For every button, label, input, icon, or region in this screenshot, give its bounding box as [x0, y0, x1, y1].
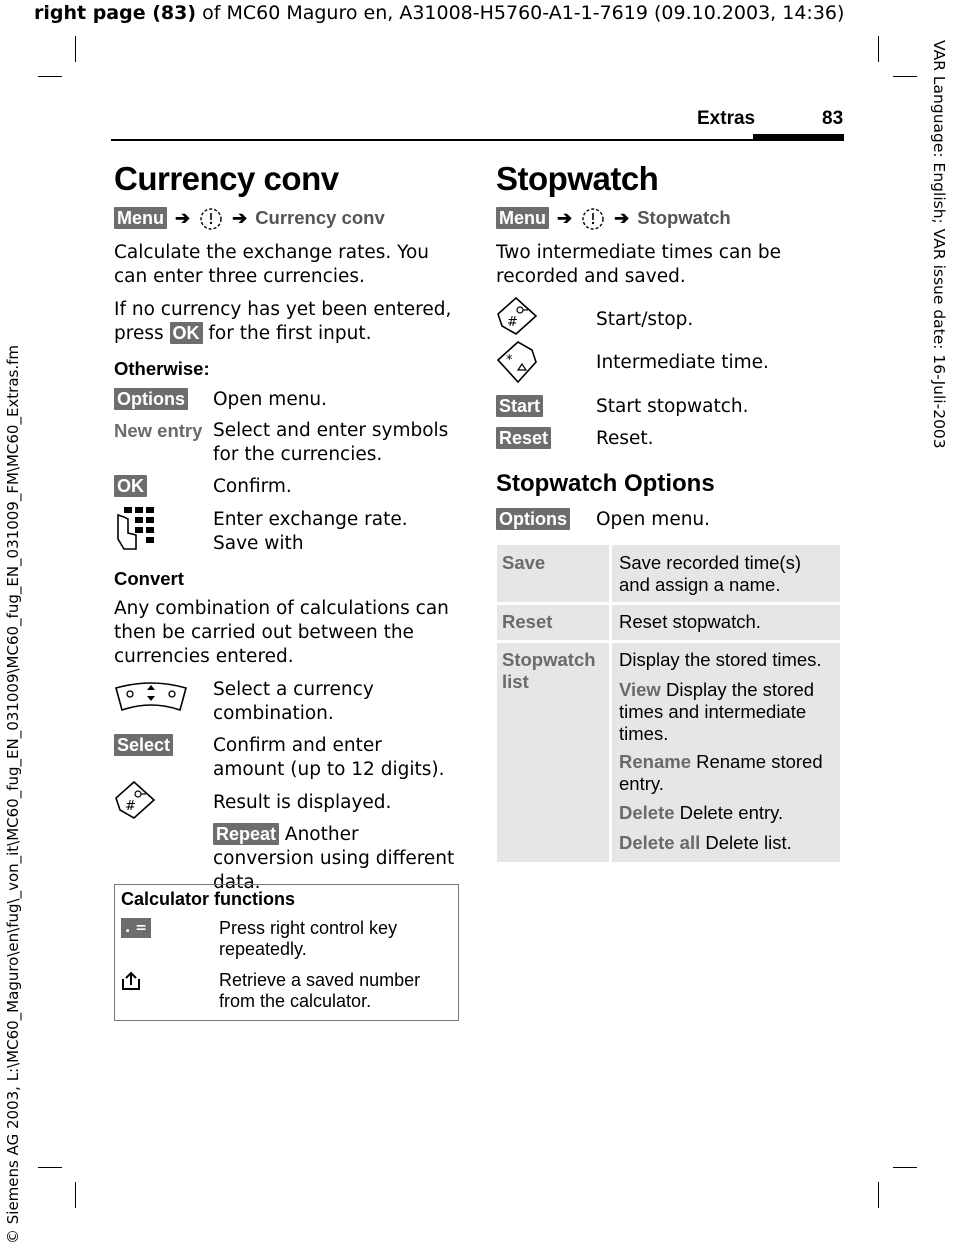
svg-text:#: #	[125, 799, 136, 814]
alarm-clock-icon	[580, 205, 606, 231]
sub-rename-key: Rename	[619, 751, 691, 772]
control-key-icon	[114, 680, 188, 716]
sub-delete-all	[619, 832, 792, 854]
table-row-save-label: Save	[502, 552, 546, 573]
retrieve-icon	[121, 971, 141, 991]
keypad-icon	[114, 505, 156, 551]
header-rule	[111, 139, 844, 141]
end-key-icon	[496, 340, 538, 384]
svg-text:*: *	[506, 353, 513, 368]
currency-intro: Calculate the exchange rates. You can enter three currencies.	[114, 242, 430, 287]
intermediate-desc: Intermediate time.	[596, 352, 769, 373]
header-page-ref: right page (83)	[34, 2, 197, 24]
sub-view-desc: Display the stored times and intermediate times.	[619, 679, 815, 744]
running-head-section: Extras	[697, 108, 756, 129]
first-input-pre: If no currency has yet been entered, press	[114, 299, 452, 344]
crop-mark	[75, 36, 76, 62]
page-number: 83	[822, 108, 844, 129]
repeat-key: Repeat	[213, 823, 279, 845]
sub-delete-key: Delete	[619, 802, 675, 823]
sub-delete-desc: Delete entry.	[674, 802, 784, 823]
stopwatch-title: Stopwatch	[496, 160, 659, 197]
arrow-icon: ➔	[232, 207, 248, 228]
start-stop-desc: Start/stop.	[596, 309, 694, 330]
currency-title: Currency conv	[114, 160, 339, 197]
table-row-reset-desc: Reset stopwatch.	[619, 611, 761, 632]
sub-view	[619, 679, 829, 745]
new-entry-key: New entry	[114, 420, 203, 441]
crop-mark	[878, 1182, 879, 1208]
reset-key: Reset	[496, 427, 551, 449]
options-desc: Open menu.	[213, 389, 328, 410]
start-key: Start	[496, 395, 543, 417]
stopwatch-path-target: Stopwatch	[637, 207, 731, 228]
crop-mark	[75, 1182, 76, 1208]
select-currency-desc: Select a currency combination.	[213, 679, 374, 724]
calc-title: Calculator functions	[121, 889, 296, 909]
convert-text: Any combination of calculations can then be carried out between the currencies entered.	[114, 598, 449, 667]
sub-delete	[619, 802, 783, 824]
start-desc: Start stopwatch.	[596, 396, 749, 417]
convert-label: Convert	[114, 568, 184, 589]
svg-text:#: #	[507, 315, 518, 330]
currency-path-target: Currency conv	[255, 207, 385, 228]
stopwatch-menu-path	[496, 205, 731, 231]
sub-view-key: View	[619, 679, 661, 700]
stopwatch-options-title: Stopwatch Options	[496, 470, 715, 497]
menu-key: Menu	[496, 207, 549, 229]
calc-key-icon: . =	[121, 918, 151, 938]
menu-key: Menu	[114, 207, 167, 229]
calc-row2: Retrieve a saved number from the calculator.	[219, 970, 421, 1011]
sub-delete-all-key: Delete all	[619, 832, 701, 853]
reset-desc: Reset.	[596, 428, 654, 449]
header-rule-thick	[753, 134, 844, 141]
result-desc: Result is displayed.	[213, 792, 392, 813]
select-key: Select	[114, 734, 173, 756]
arrow-icon: ➔	[557, 207, 573, 228]
crop-mark	[38, 1167, 62, 1168]
sub-rename	[619, 751, 829, 795]
table-row-reset-label: Reset	[502, 611, 553, 632]
ok-desc: Confirm.	[213, 476, 292, 497]
arrow-icon: ➔	[175, 207, 191, 228]
first-input-post: for the first input.	[208, 323, 372, 344]
currency-menu-path	[114, 205, 385, 231]
sub-delete-all-desc: Delete list.	[700, 832, 792, 853]
select-desc: Confirm and enter amount (up to 12 digits).	[213, 735, 445, 780]
arrow-icon: ➔	[614, 207, 630, 228]
crop-mark	[878, 36, 879, 62]
exchange-rate-desc: Enter exchange rate. Save with	[213, 509, 408, 554]
options-key: Options	[114, 388, 188, 410]
options-key: Options	[496, 508, 570, 530]
table-row-list-desc: Display the stored times.	[619, 649, 822, 670]
calc-row1: Press right control key repeatedly.	[219, 918, 398, 959]
table-row-save-desc: Save recorded time(s) and assign a name.	[619, 552, 801, 595]
ok-key: OK	[170, 322, 203, 344]
sub-rename-desc: Rename stored entry.	[619, 751, 823, 794]
repeat-desc: Another conversion using different data.	[213, 824, 455, 893]
document-header	[34, 2, 844, 24]
currency-first-input	[114, 298, 459, 346]
crop-mark	[893, 1167, 917, 1168]
header-file-info: of MC60 Maguro en, A31008-H5760-A1-1-7619 (09.10.2003, 14:36)	[196, 2, 845, 24]
table-row-list-label: Stopwatch list	[502, 649, 596, 692]
alarm-clock-icon	[198, 205, 224, 231]
side-language-note: VAR Language: English; VAR issue date: 16-Juli-2003	[930, 40, 948, 449]
calculator-functions-box	[114, 884, 459, 1021]
crop-mark	[893, 76, 917, 77]
ok-key: OK	[114, 475, 147, 497]
side-copyright-path: © Siemens AG 2003, L:\MC60_Maguro\en\fug\_von_it\MC60_fug_EN_031009\MC60_fug_EN_031009_FM\MC60_Extras.fm	[4, 344, 22, 1244]
otherwise-label: Otherwise:	[114, 358, 210, 379]
crop-mark	[38, 76, 62, 77]
new-entry-desc: Select and enter symbols for the currencies.	[213, 420, 449, 465]
stopwatch-intro: Two intermediate times can be recorded and saved.	[496, 242, 782, 287]
call-key-icon	[496, 296, 538, 338]
call-key-icon	[114, 780, 156, 820]
options-desc: Open menu.	[596, 509, 711, 530]
